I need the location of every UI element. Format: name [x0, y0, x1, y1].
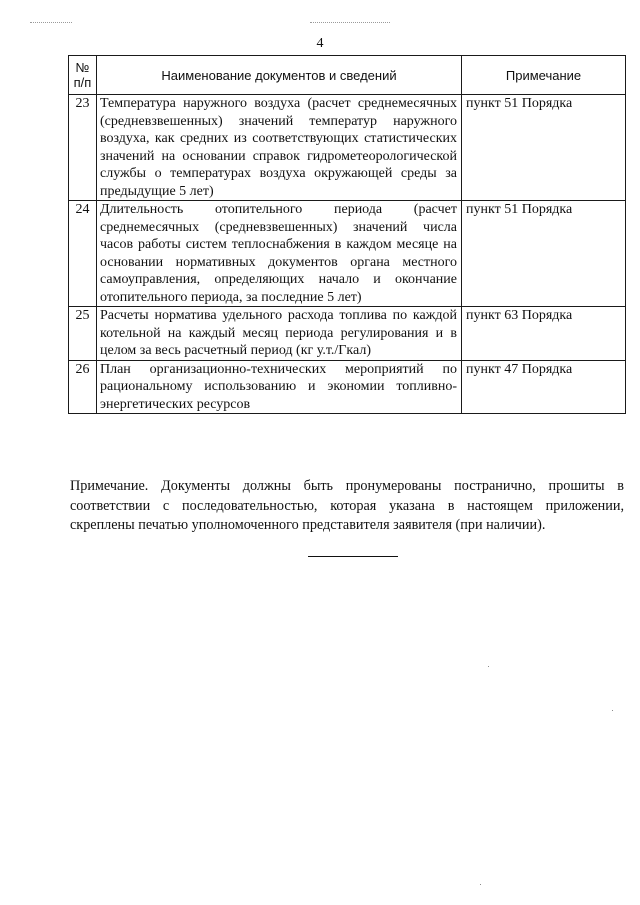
- scan-artifact-top-left: [30, 22, 72, 24]
- row-note: пункт 51 Порядка: [462, 201, 626, 307]
- row-number: 24: [69, 201, 97, 307]
- row-number: 26: [69, 360, 97, 414]
- scan-artifact-top-center: [310, 22, 390, 24]
- page-number: 4: [316, 36, 324, 51]
- scan-speck: [480, 884, 481, 885]
- row-number: 23: [69, 95, 97, 201]
- table-row: [69, 360, 626, 414]
- header-note: Примечание: [462, 56, 626, 95]
- row-name: Температура наружного воздуха (расчет среднемесячных (средневзвешенных) значений температур наружного воздуха, как средних из соответствующих статистических значений на основании справок гидрометеорологической службы о температурах воздуха окружающей среды за предыдущие 5 лет): [97, 95, 462, 201]
- row-note: пункт 47 Порядка: [462, 360, 626, 414]
- table-header-row: [69, 56, 626, 95]
- scan-speck: [612, 710, 613, 711]
- table-row: [69, 201, 626, 307]
- scan-speck: [488, 666, 489, 667]
- row-number: 25: [69, 307, 97, 361]
- table-row: [69, 95, 626, 201]
- header-number: № п/п: [69, 56, 97, 95]
- footnote-paragraph: Примечание. Документы должны быть пронумерованы постранично, прошиты в соответствии с последовательностью, которая указана в настоящем приложении, скреплены печатью уполномоченного представителя заявителя (при наличии).: [70, 478, 624, 534]
- row-note: пункт 51 Порядка: [462, 95, 626, 201]
- header-name: Наименование документов и сведений: [97, 56, 462, 95]
- end-separator-line: [308, 556, 398, 557]
- row-name: План организационно-технических мероприятий по рациональному использованию и экономии топливно-энергетических ресурсов: [97, 360, 462, 414]
- row-name: Расчеты норматива удельного расхода топлива по каждой котельной на каждый месяц периода регулирования и в целом за весь расчетный период (кг у.т./Гкал): [97, 307, 462, 361]
- row-name: Длительность отопительного периода (расчет среднемесячных (средневзвешенных) значений числа часов работы систем теплоснабжения в каждом месяце на основании нормативных документов органа местного самоуправления, определяющих начало и окончание отопительного периода, за последние 5 лет): [97, 201, 462, 307]
- table-row: [69, 307, 626, 361]
- documents-table: [68, 55, 626, 414]
- row-note: пункт 63 Порядка: [462, 307, 626, 361]
